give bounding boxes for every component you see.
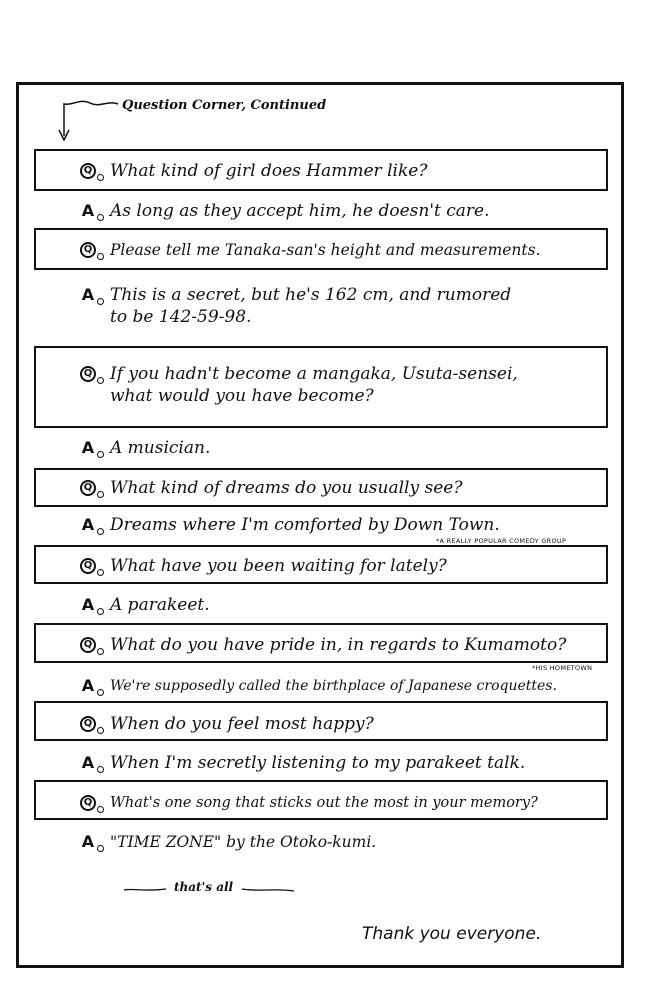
question-marker-icon: Q <box>80 716 96 732</box>
question-marker-icon: Q <box>80 242 96 258</box>
answer-marker-icon: A <box>81 832 95 851</box>
question-8 <box>80 792 608 814</box>
thank-you-note: Thank you everyone. <box>362 924 542 944</box>
marker-dot-icon <box>97 377 104 384</box>
question-text: What kind of girl does Hammer like? <box>110 161 428 181</box>
footnote-downtown: *A REALLY POPULAR COMEDY GROUP <box>436 537 567 545</box>
answer-marker-icon: A <box>81 676 95 695</box>
answer-marker-icon: A <box>81 515 95 534</box>
marker-dot-icon <box>97 174 104 181</box>
marker-dot-icon <box>97 214 104 221</box>
question-6 <box>80 634 608 656</box>
marker-dot-icon <box>97 528 104 535</box>
answer-marker-icon: A <box>81 595 95 614</box>
question-text: What's one song that sticks out the most in your memory? <box>110 795 538 811</box>
thats-all-label: that's all <box>174 880 234 894</box>
answer-text: A parakeet. <box>110 595 210 615</box>
question-3 <box>80 363 608 407</box>
answer-7 <box>80 752 608 774</box>
question-7 <box>80 713 608 735</box>
answer-marker-icon: A <box>81 753 95 772</box>
marker-dot-icon <box>97 608 104 615</box>
marker-dot-icon <box>97 727 104 734</box>
marker-dot-icon <box>97 491 104 498</box>
answer-8 <box>80 831 608 853</box>
question-2 <box>80 239 608 261</box>
question-5 <box>80 555 608 577</box>
section-header <box>56 96 356 146</box>
answer-text: We're supposedly called the birthplace of Japanese croquettes. <box>110 678 557 694</box>
marker-dot-icon <box>97 253 104 260</box>
marker-dot-icon <box>97 689 104 696</box>
answer-text: As long as they accept him, he doesn't care. <box>110 201 490 221</box>
question-text: What do you have pride in, in regards to Kumamoto? <box>110 635 567 655</box>
answer-6 <box>80 675 608 697</box>
answer-3 <box>80 437 608 459</box>
marker-dot-icon <box>97 298 104 305</box>
answer-marker-icon: A <box>81 201 95 220</box>
marker-dot-icon <box>97 569 104 576</box>
question-text: When do you feel most happy? <box>110 714 374 734</box>
question-marker-icon: Q <box>80 558 96 574</box>
question-text: If you hadn't become a mangaka, Usuta-sensei, what would you have become? <box>110 364 518 406</box>
thats-all-line <box>124 880 294 896</box>
answer-text: A musician. <box>110 438 211 458</box>
answer-marker-icon: A <box>81 438 95 457</box>
marker-dot-icon <box>97 648 104 655</box>
answer-text: "TIME ZONE" by the Otoko-kumi. <box>110 833 377 851</box>
question-marker-icon: Q <box>80 366 96 382</box>
question-1 <box>80 160 608 182</box>
marker-dot-icon <box>97 451 104 458</box>
question-text: What kind of dreams do you usually see? <box>110 478 463 498</box>
answer-marker-icon: A <box>81 285 95 304</box>
marker-dot-icon <box>97 845 104 852</box>
answer-text: When I'm secretly listening to my parakeet talk. <box>110 753 526 773</box>
answer-text: Dreams where I'm comforted by Down Town. <box>110 515 500 535</box>
marker-dot-icon <box>97 806 104 813</box>
answer-2 <box>80 284 608 328</box>
down-arrow-icon <box>56 96 126 146</box>
page-title: Question Corner, Continued <box>122 98 327 113</box>
answer-1 <box>80 200 608 222</box>
answer-5 <box>80 594 608 616</box>
question-marker-icon: Q <box>80 163 96 179</box>
question-marker-icon: Q <box>80 795 96 811</box>
question-marker-icon: Q <box>80 480 96 496</box>
answer-text: This is a secret, but he's 162 cm, and rumored to be 142-59-98. <box>110 285 512 327</box>
question-text: Please tell me Tanaka-san's height and measurements. <box>110 241 541 259</box>
question-4 <box>80 477 608 499</box>
question-text: What have you been waiting for lately? <box>110 556 447 576</box>
marker-dot-icon <box>97 766 104 773</box>
footnote-kumamoto: *HIS HOMETOWN <box>532 664 593 672</box>
answer-4 <box>80 514 608 536</box>
question-marker-icon: Q <box>80 637 96 653</box>
